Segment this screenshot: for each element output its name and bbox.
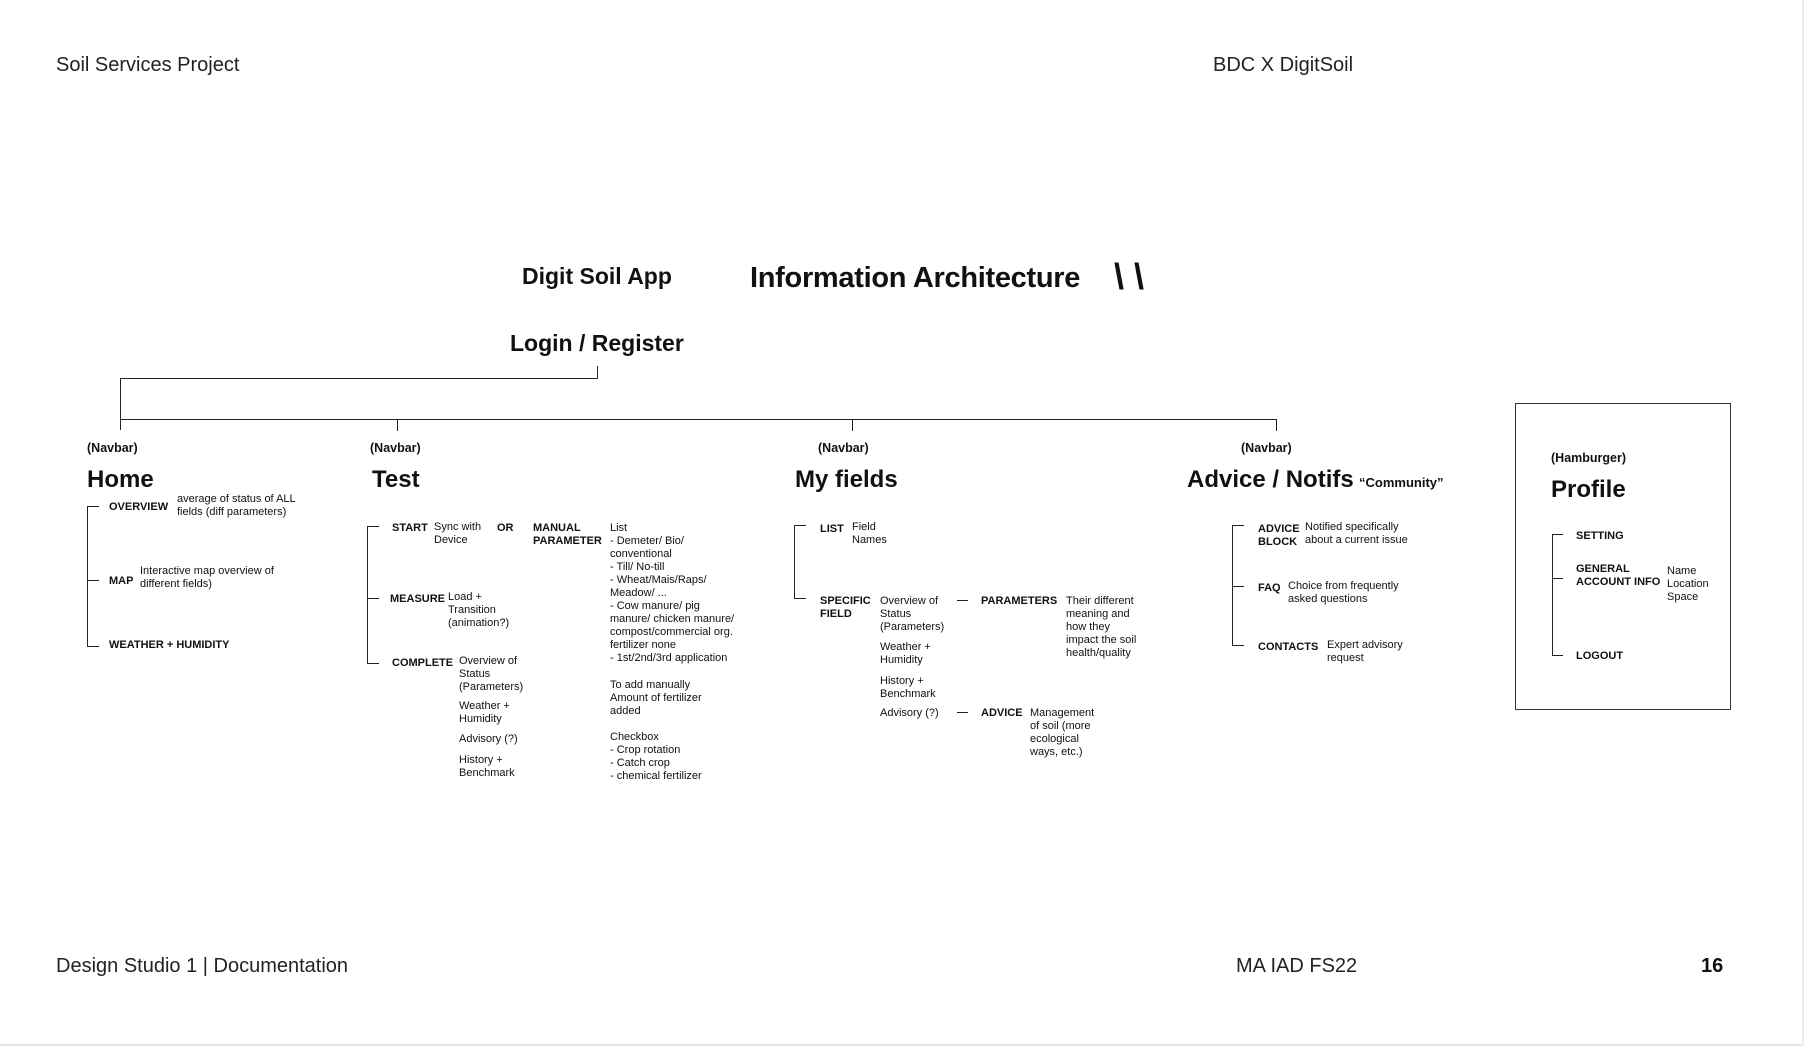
test-manual-checkbox: Checkbox - Crop rotation - Catch crop - chemical fertilizer: [610, 731, 702, 782]
test-manual-list: List - Demeter/ Bio/ conventional - Till/ No-till - Wheat/Mais/Raps/ Meadow/ ... - Cow manure/ pig manure/ chicken manure/ compost/commercial org. fertilizer none - 1st/2nd/3rd application: [610, 522, 735, 664]
course-name: Design Studio 1 | Documentation: [56, 955, 349, 977]
project-name: Soil Services Project: [56, 54, 240, 76]
test-complete-history: History + Benchmark: [459, 754, 515, 779]
advice-block-label: ADVICE BLOCK: [1258, 523, 1300, 548]
connector-line: [794, 525, 795, 599]
connector-line: [1232, 586, 1244, 587]
test-complete-weather: Weather + Humidity: [459, 700, 510, 725]
home-overview-text: average of status of ALL fields (diff parameters): [177, 493, 296, 518]
myfields-nav-tag: (Navbar): [818, 441, 869, 455]
connector-line: [794, 598, 806, 599]
diagram-title: Information Architecture: [750, 262, 1081, 294]
connector-line: [852, 419, 853, 431]
myfields-advice-label: ADVICE: [981, 707, 1023, 719]
profile-account-label: GENERAL ACCOUNT INFO: [1576, 563, 1661, 588]
advice-nav-tag: (Navbar): [1241, 441, 1292, 455]
test-complete-status: Overview of Status (Parameters): [459, 655, 524, 693]
page-number: 16: [1701, 955, 1724, 977]
connector-line: [120, 419, 1277, 420]
test-measure-text: Load + Transition (animation?): [448, 591, 510, 629]
connector-line: [1552, 534, 1553, 656]
test-nav-tag: (Navbar): [370, 441, 421, 455]
connector-line: [367, 526, 368, 664]
connector-line: [1276, 419, 1277, 431]
advice-block-text: Notified specifically about a current issue: [1305, 521, 1408, 546]
connector-line: [120, 378, 121, 430]
profile-account-text: Name Location Space: [1667, 565, 1709, 603]
myfields-title: My fields: [795, 466, 898, 493]
connector-line: [120, 378, 598, 379]
myfields-specific-weather: Weather + Humidity: [880, 641, 931, 666]
connector-line: [367, 526, 379, 527]
advice-contacts-label: CONTACTS: [1258, 641, 1319, 653]
connector-line: [957, 712, 968, 713]
profile-nav-tag: (Hamburger): [1551, 451, 1627, 465]
connector-line: [87, 506, 88, 647]
myfields-specific-history: History + Benchmark: [880, 675, 936, 700]
home-title: Home: [87, 466, 154, 493]
home-weather-label: WEATHER + HUMIDITY: [109, 639, 230, 651]
connector-line: [794, 525, 806, 526]
connector-line: [397, 419, 398, 431]
advice-community-tag: “Community”: [1359, 475, 1444, 490]
myfields-specific-label: SPECIFIC FIELD: [820, 595, 871, 620]
test-title: Test: [372, 466, 420, 493]
myfields-list-text: Field Names: [852, 521, 887, 546]
connector-line: [1232, 645, 1244, 646]
advice-contacts-text: Expert advisory request: [1327, 639, 1403, 664]
test-manual-label: MANUAL PARAMETER: [533, 522, 602, 547]
connector-line: [957, 600, 968, 601]
connector-line: [1552, 578, 1563, 579]
connector-line: [1552, 655, 1563, 656]
myfields-specific-status: Overview of Status (Parameters): [880, 595, 945, 633]
myfields-parameters-label: PARAMETERS: [981, 595, 1058, 607]
test-start-text: Sync with Device: [434, 521, 482, 546]
test-complete-label: COMPLETE: [392, 657, 454, 669]
connector-line: [87, 506, 99, 507]
home-map-label: MAP: [109, 575, 134, 587]
myfields-list-label: LIST: [820, 523, 844, 535]
connector-line: [1232, 525, 1244, 526]
app-title: Digit Soil App: [522, 263, 672, 289]
connector-line: [367, 663, 379, 664]
advice-faq-text: Choice from frequently asked questions: [1288, 580, 1399, 605]
test-start-label: START: [392, 522, 428, 534]
profile-box: [1515, 403, 1731, 710]
advice-title: Advice / Notifs: [1187, 466, 1354, 493]
myfields-advice-text: Management of soil (more ecological ways, etc.): [1030, 707, 1095, 758]
home-nav-tag: (Navbar): [87, 441, 138, 455]
home-map-text: Interactive map overview of different fields): [140, 565, 274, 590]
profile-title: Profile: [1551, 476, 1626, 503]
program-name: MA IAD FS22: [1236, 955, 1358, 977]
test-manual-fertilizer: To add manually Amount of fertilizer added: [610, 679, 702, 717]
myfields-parameters-text: Their different meaning and how they impact the soil health/quality: [1066, 595, 1137, 659]
partner-name: BDC X DigitSoil: [1213, 54, 1354, 76]
login-register-node: Login / Register: [510, 330, 684, 356]
myfields-specific-advisory: Advisory (?): [880, 707, 939, 719]
connector-line: [87, 580, 99, 581]
connector-line: [1552, 534, 1563, 535]
advice-faq-label: FAQ: [1258, 582, 1281, 594]
profile-logout-label: LOGOUT: [1576, 650, 1624, 662]
profile-setting-label: SETTING: [1576, 530, 1624, 542]
test-or-label: OR: [497, 522, 514, 534]
test-complete-advisory: Advisory (?): [459, 733, 518, 745]
connector-line: [367, 598, 379, 599]
connector-line: [87, 646, 99, 647]
slashes-mark: \ \: [1114, 256, 1145, 297]
test-measure-label: MEASURE: [390, 593, 446, 605]
home-overview-label: OVERVIEW: [109, 501, 169, 513]
